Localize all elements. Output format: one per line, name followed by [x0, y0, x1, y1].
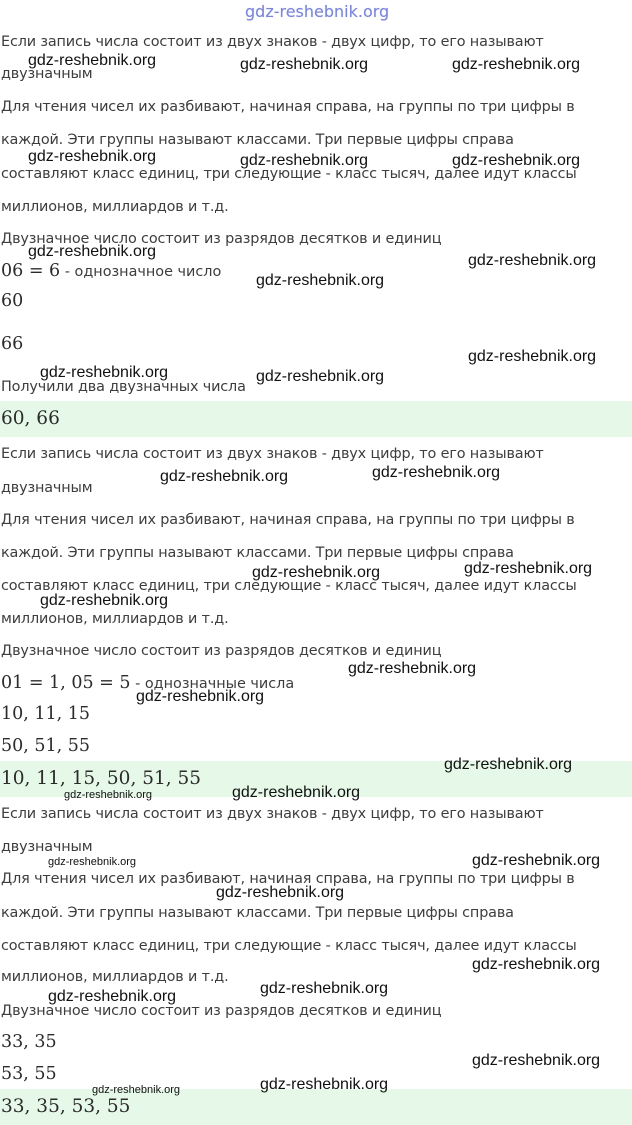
part2-answer: 10, 11, 15, 50, 51, 55 [1, 768, 202, 789]
part3-line2: 53, 55 [1, 1064, 57, 1084]
watermark: gdz-reshebnik.org [472, 956, 601, 973]
watermark: gdz-reshebnik.org [252, 564, 381, 581]
watermark: gdz-reshebnik.org [468, 252, 597, 269]
watermark: gdz-reshebnik.org [48, 988, 177, 1005]
site-header[interactable]: gdz-reshebnik.org [245, 2, 390, 21]
watermark: gdz-reshebnik.org [256, 368, 385, 385]
theory-ranks: Двузначное число состоит из разрядов десятков и единиц [1, 643, 442, 659]
part2-line1-math: 01 = 1, 05 = 5 [1, 673, 131, 693]
theory-classes-3: составляют класс единиц, три следующие - класс тысяч, далее идут классы [1, 578, 577, 594]
watermark: gdz-reshebnik.org [40, 592, 169, 609]
watermark: gdz-reshebnik.org [232, 784, 361, 801]
part3-answer: 33, 35, 53, 55 [1, 1096, 131, 1117]
theory-classes-1: Для чтения чисел их разбивают, начиная справа, на группы по три цифры в [1, 512, 575, 528]
part2-line3: 50, 51, 55 [1, 736, 91, 756]
watermark: gdz-reshebnik.org [40, 364, 169, 381]
theory-classes-4: миллионов, миллиардов и т.д. [1, 199, 229, 215]
watermark: gdz-reshebnik.org [28, 52, 157, 69]
watermark: gdz-reshebnik.org [348, 660, 477, 677]
watermark: gdz-reshebnik.org [240, 56, 369, 73]
watermark: gdz-reshebnik.org [260, 980, 389, 997]
watermark: gdz-reshebnik.org [468, 348, 597, 365]
part1-result-label: Получили два двузначных числа [1, 379, 246, 395]
theory-classes-2: каждой. Эти группы называют классами. Три первые цифры справа [1, 545, 514, 561]
watermark: gdz-reshebnik.org [472, 852, 601, 869]
theory-two-digit: Если запись числа состоит из двух знаков - двух цифр, то его называют [1, 446, 544, 462]
theory-ranks: Двузначное число состоит из разрядов десятков и единиц [1, 231, 442, 247]
theory-ranks: Двузначное число состоит из разрядов десятков и единиц [1, 1003, 442, 1019]
theory-classes-1: Для чтения чисел их разбивают, начиная справа, на группы по три цифры в [1, 99, 575, 115]
theory-classes-2: каждой. Эти группы называют классами. Три первые цифры справа [1, 905, 514, 921]
part2-line1-note: - однозначные числа [130, 676, 295, 692]
watermark: gdz-reshebnik.org [372, 464, 501, 481]
watermark: gdz-reshebnik.org [136, 688, 265, 705]
watermark: gdz-reshebnik.org [48, 856, 137, 868]
watermark: gdz-reshebnik.org [472, 1052, 601, 1069]
watermark: gdz-reshebnik.org [92, 1084, 181, 1096]
watermark: gdz-reshebnik.org [444, 756, 573, 773]
part1-line3: 66 [1, 334, 24, 354]
watermark: gdz-reshebnik.org [160, 468, 289, 485]
theory-classes-3: составляют класс единиц, три следующие - класс тысяч, далее идут классы [1, 166, 577, 182]
part1-line1-math: 06 = 6 [1, 261, 61, 281]
theory-classes-3: составляют класс единиц, три следующие - класс тысяч, далее идут классы [1, 938, 577, 954]
watermark: gdz-reshebnik.org [216, 884, 345, 901]
part1-line2: 60 [1, 291, 24, 311]
theory-two-digit-end: двузначным [1, 480, 93, 496]
part1-line1 [1, 261, 221, 282]
theory-classes-4: миллионов, миллиардов и т.д. [1, 611, 229, 627]
watermark: gdz-reshebnik.org [240, 152, 369, 169]
theory-classes-1: Для чтения чисел их разбивают, начиная справа, на группы по три цифры в [1, 871, 575, 887]
watermark: gdz-reshebnik.org [452, 56, 581, 73]
theory-two-digit-end: двузначным [1, 66, 93, 82]
watermark: gdz-reshebnik.org [452, 152, 581, 169]
theory-classes-4: миллионов, миллиардов и т.д. [1, 969, 229, 985]
theory-two-digit: Если запись числа состоит из двух знаков - двух цифр, то его называют [1, 34, 544, 50]
part3-line1: 33, 35 [1, 1032, 57, 1052]
part1-answer-box [0, 401, 632, 437]
watermark: gdz-reshebnik.org [64, 789, 153, 801]
part2-line2: 10, 11, 15 [1, 704, 91, 724]
watermark: gdz-reshebnik.org [28, 243, 157, 260]
watermark: gdz-reshebnik.org [464, 560, 593, 577]
watermark: gdz-reshebnik.org [28, 148, 157, 165]
part1-line1-note: - однозначное число [60, 264, 222, 280]
watermark: gdz-reshebnik.org [256, 272, 385, 289]
theory-classes-2: каждой. Эти группы называют классами. Три первые цифры справа [1, 132, 514, 148]
theory-two-digit: Если запись числа состоит из двух знаков - двух цифр, то его называют [1, 806, 544, 822]
theory-two-digit-end: двузначным [1, 839, 93, 855]
watermark: gdz-reshebnik.org [260, 1076, 389, 1093]
part1-answer: 60, 66 [1, 408, 60, 429]
